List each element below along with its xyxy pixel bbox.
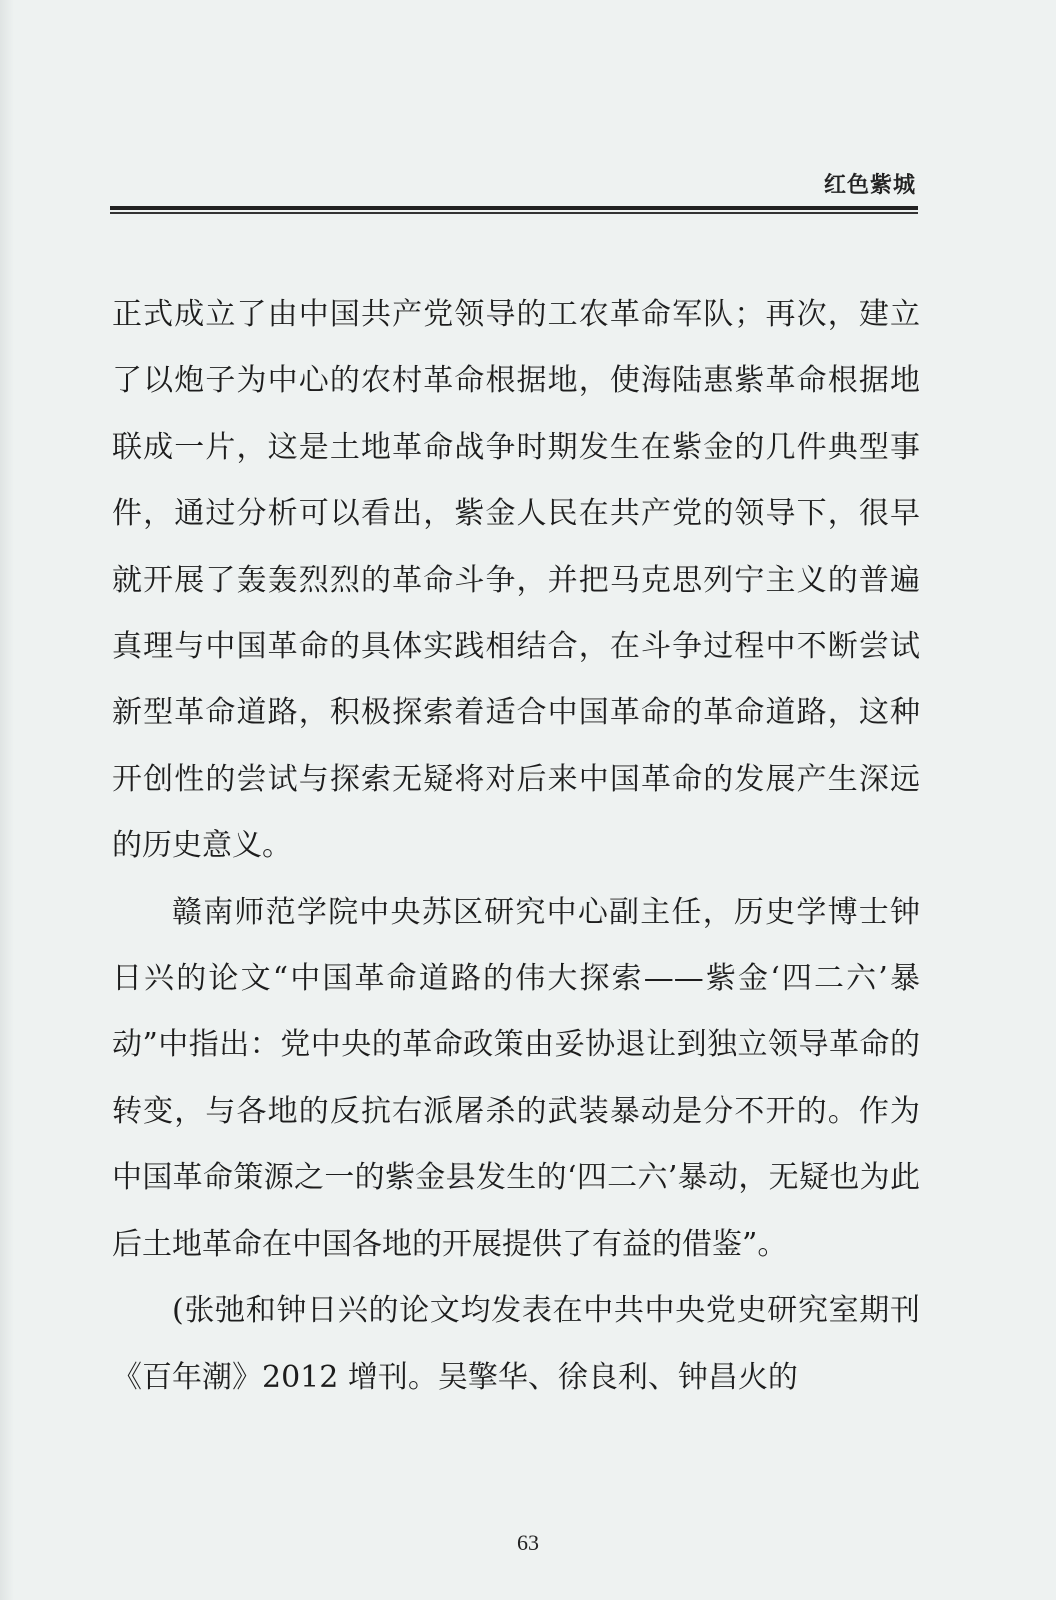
header-rule-thin — [110, 212, 918, 214]
paragraph-zhong-rixing: 赣南师范学院中央苏区研究中心副主任，历史学博士钟日兴的论文“中国革命道路的伟大探索——紫金‘四二六’暴动”中指出：党中央的革命政策由妥协退让到独立领导革命的转变，与各地的反抗右派屠杀的武装暴动是分不开的。作为中国革命策源之一的紫金县发生的‘四二六’暴动，无疑也为此后土地革命在中国各地的开展提供了有益的借鉴”。 — [112, 894, 920, 1262]
header-rule-thick — [110, 206, 918, 210]
body-text — [112, 282, 920, 1411]
paragraph-continued: 正式成立了由中国共产党领导的工农革命军队；再次，建立了以炮子为中心的农村革命根据地，使海陆惠紫革命根据地联成一片，这是土地革命战争时期发生在紫金的几件典型事件，通过分析可以看出，紫金人民在共产党的领导下，很早就开展了轰轰烈烈的革命斗争，并把马克思列宁主义的普遍真理与中国革命的具体实践相结合，在斗争过程中不断尝试新型革命道路，积极探索着适合中国革命的革命道路，这种开创性的尝试与探索无疑将对后来中国革命的发展产生深远的历史意义。 — [112, 297, 920, 864]
page-edge-shadow — [0, 0, 14, 1600]
page-number: 63 — [517, 1530, 539, 1555]
paragraph-source-note: (张弛和钟日兴的论文均发表在中共中央党史研究室期刊《百年潮》2012 增刊。吴擎华、徐良利、钟昌火的 — [112, 1293, 920, 1395]
running-header-title: 红色紫城 — [823, 173, 916, 198]
